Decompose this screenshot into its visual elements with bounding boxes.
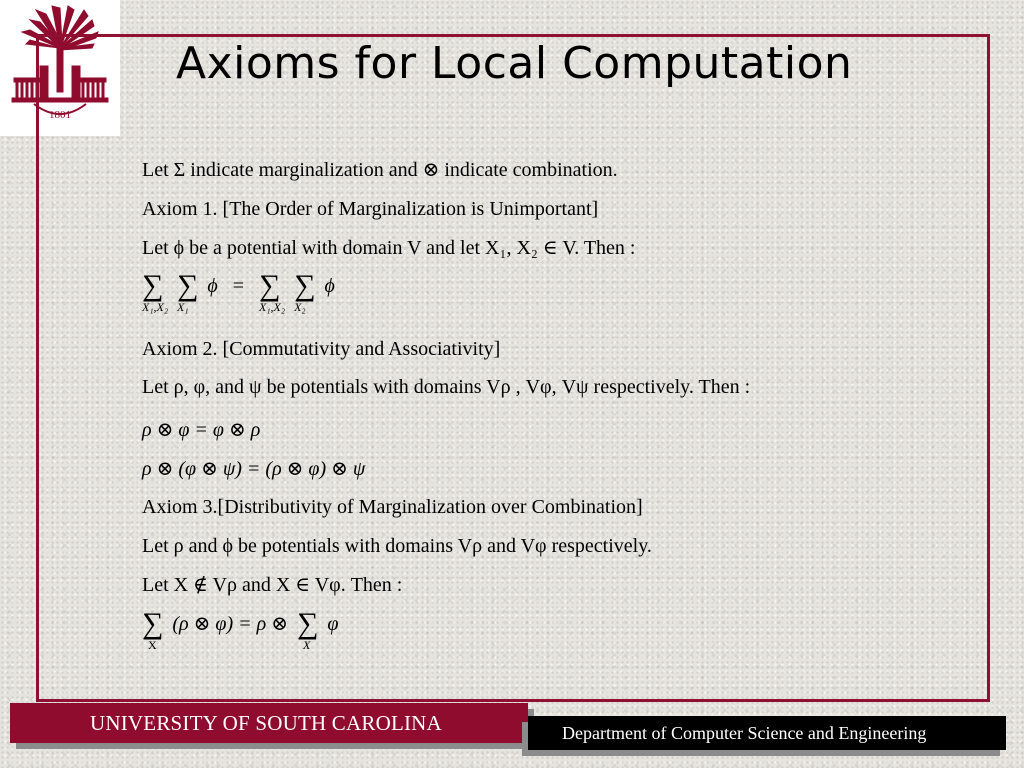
university-name: UNIVERSITY OF SOUTH CAROLINA [90, 711, 442, 735]
equation-right-side: φ [327, 613, 339, 635]
sum-subscript: X₁,X₂ [259, 300, 286, 314]
sum-x1-x2-right [259, 271, 285, 313]
slide-frame [36, 34, 990, 702]
sum-subscript: X [303, 638, 311, 652]
page-title: Axioms for Local Computation [176, 38, 853, 89]
axiom-3-condition: Let X ∉ Vρ and X ∈ Vφ. Then : [142, 574, 403, 596]
axiom-1-heading: Axiom 1. [The Order of Marginalization is Unimportant] [142, 198, 599, 220]
sigma-symbol: ∑ [142, 269, 164, 302]
sum-subscript: X₁,X₂ [142, 300, 169, 314]
sum-subscript: X₂ [294, 300, 306, 314]
sigma-symbol: ∑ [177, 269, 199, 302]
axiom-3-heading: Axiom 3.[Distributivity of Marginalization over Combination] [142, 496, 643, 518]
sigma-symbol: ∑ [142, 607, 164, 640]
sigma-symbol: ∑ [297, 607, 319, 640]
sum-x2 [294, 271, 315, 313]
phi-symbol: ϕ [207, 275, 218, 297]
university-banner [10, 703, 528, 743]
line-marginalization-definition: Let Σ indicate marginalization and ⊗ indicate combination. [142, 159, 618, 181]
axiom-3-equation [142, 609, 338, 651]
axiom-2-statement: Let ρ, φ, and ψ be potentials with domains Vρ , Vφ, Vψ respectively. Then : [142, 376, 751, 398]
commutativity-equation: ρ ⊗ φ = φ ⊗ ρ [142, 419, 261, 441]
associativity-equation: ρ ⊗ (φ ⊗ ψ) = (ρ ⊗ φ) ⊗ ψ [142, 458, 366, 480]
department-banner [528, 716, 1006, 750]
sigma-symbol: ∑ [259, 269, 281, 302]
axiom-1-equation [142, 271, 335, 313]
sigma-symbol: ∑ [294, 269, 316, 302]
sum-subscript: X [148, 638, 157, 652]
sum-x1 [177, 271, 198, 313]
sum-x-left [142, 609, 163, 651]
equals-sign: = [232, 275, 245, 297]
axiom-1-statement: Let ϕ be a potential with domain V and let X₁, X₂ ∈ V. Then : [142, 237, 636, 259]
equation-left-side: (ρ ⊗ φ) = ρ ⊗ [172, 613, 288, 635]
sum-x1-x2-left [142, 271, 168, 313]
sum-x-right [297, 609, 318, 651]
axiom-3-statement: Let ρ and ϕ be potentials with domains Vρ and Vφ respectively. [142, 535, 652, 557]
department-name: Department of Computer Science and Engineering [562, 723, 927, 743]
sum-subscript: X₁ [177, 300, 189, 314]
axiom-2-heading: Axiom 2. [Commutativity and Associativity] [142, 338, 501, 360]
phi-symbol: ϕ [324, 275, 335, 297]
logo-year: 1801 [49, 109, 71, 121]
